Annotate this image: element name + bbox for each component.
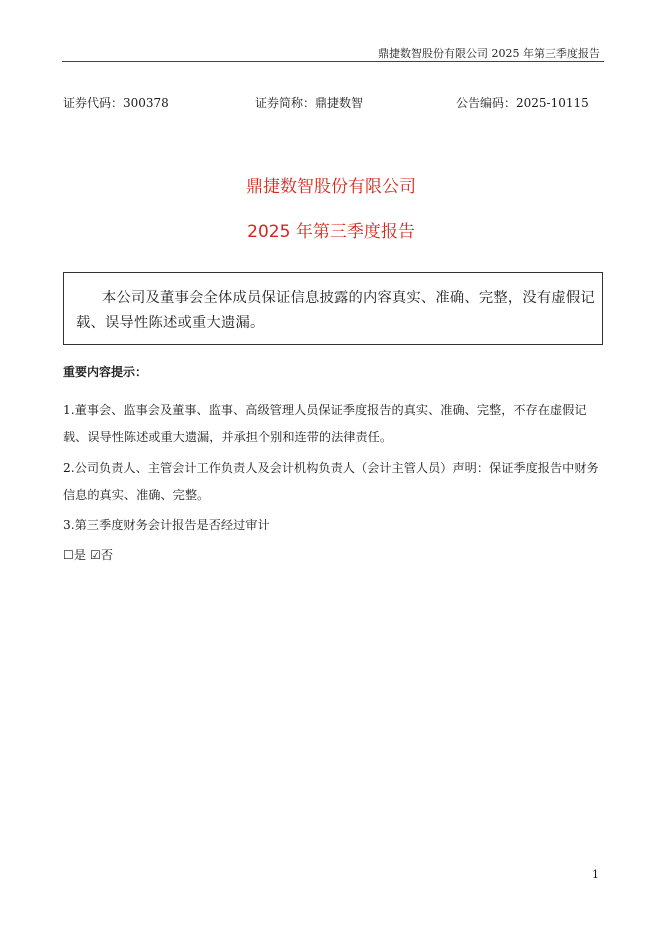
audit-options: ☐是 ☑否 (63, 548, 114, 562)
statement-text: 本公司及董事会全体成员保证信息披露的内容真实、准确、完整，没有虚假记载、误导性陈述或重大遗漏。 (76, 290, 595, 331)
security-code: 证券代码：300378 (63, 96, 169, 110)
running-header: 鼎捷数智股份有限公司 2025 年第三季度报告 (378, 47, 600, 60)
report-title: 2025 年第三季度报告 (247, 222, 415, 242)
company-title: 鼎捷数智股份有限公司 (246, 177, 416, 197)
notice-item-3: 3.第三季度财务会计报告是否经过审计 (63, 518, 270, 532)
notice-item-2: 2.公司负责人、主管会计工作负责人及会计机构负责人（会计主管人员）声明：保证季度报告中财务信息的真实、准确、完整。 (63, 461, 599, 502)
notice-number: 公告编码：2025-10115 (456, 96, 589, 110)
page-number: 1 (592, 868, 599, 881)
security-abbreviation: 证券简称：鼎捷数智 (255, 96, 364, 110)
statement-box (63, 272, 603, 345)
important-notice-heading: 重要内容提示： (63, 365, 148, 379)
header-rule (62, 61, 604, 62)
notice-item-1: 1.董事会、监事会及董事、监事、高级管理人员保证季度报告的真实、准确、完整，不存在虚假记载、误导性陈述或重大遗漏，并承担个别和连带的法律责任。 (63, 403, 587, 444)
